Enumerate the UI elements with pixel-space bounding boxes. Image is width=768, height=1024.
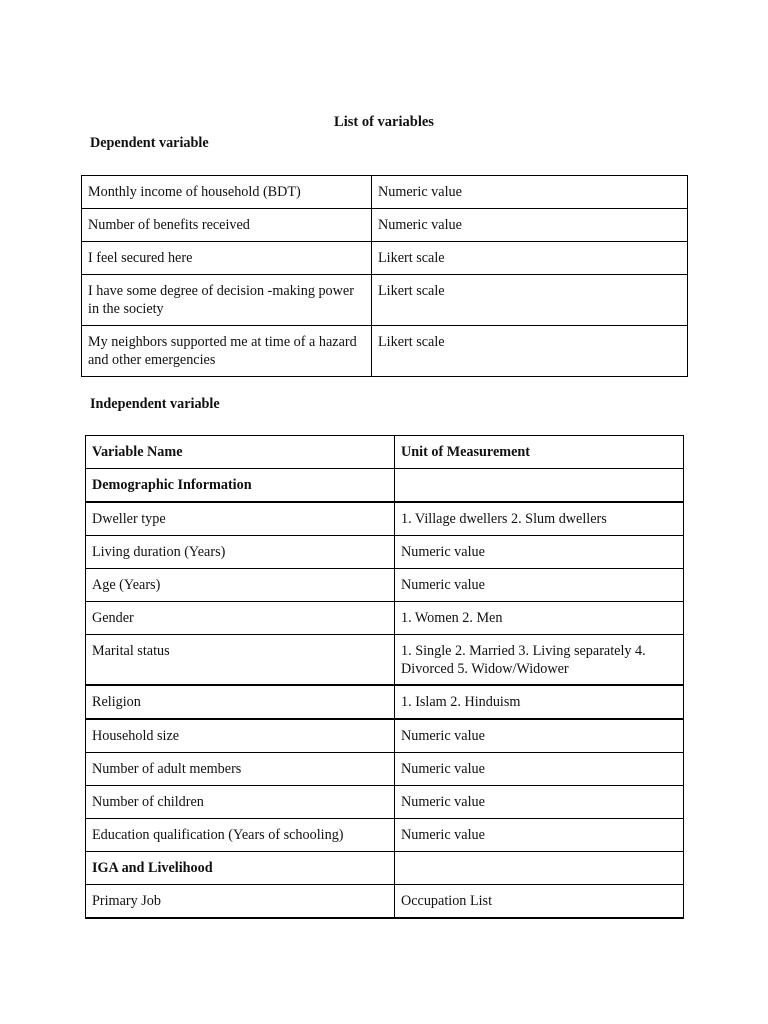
table-row	[86, 502, 684, 536]
variable-cell: Number of benefits received	[82, 209, 372, 242]
section-row-iga-and-livelihood	[86, 852, 684, 885]
table-row	[82, 242, 688, 275]
variable-cell: Gender	[86, 602, 395, 635]
variable-cell: Primary Job	[86, 885, 395, 919]
table-row	[86, 635, 684, 686]
measurement-cell: Numeric value	[395, 569, 684, 602]
variable-cell: I have some degree of decision -making power in the society	[82, 275, 372, 326]
measurement-cell: 1. Single 2. Married 3. Living separately 4. Divorced 5. Widow/Widower	[395, 635, 684, 686]
section-row-demographic-information	[86, 469, 684, 503]
measurement-cell: Numeric value	[395, 819, 684, 852]
table-row	[82, 326, 688, 377]
column-header-variable-name: Variable Name	[86, 436, 395, 469]
table-row	[82, 275, 688, 326]
measurement-cell: 1. Islam 2. Hinduism	[395, 685, 684, 719]
measurement-cell: Likert scale	[372, 242, 688, 275]
table-row	[86, 753, 684, 786]
empty-cell	[395, 469, 684, 503]
measurement-cell: Numeric value	[395, 753, 684, 786]
measurement-cell: Numeric value	[395, 786, 684, 819]
measurement-cell: Numeric value	[372, 176, 688, 209]
variable-cell: Marital status	[86, 635, 395, 686]
variable-cell: Education qualification (Years of schooling)	[86, 819, 395, 852]
table-row	[86, 569, 684, 602]
dependent-variable-heading: Dependent variable	[90, 135, 209, 151]
measurement-cell: Likert scale	[372, 326, 688, 377]
document-title: List of variables	[334, 114, 434, 130]
section-label: Demographic Information	[86, 469, 395, 503]
measurement-cell: Numeric value	[395, 536, 684, 569]
table-row	[82, 176, 688, 209]
measurement-cell: Occupation List	[395, 885, 684, 919]
variable-cell: I feel secured here	[82, 242, 372, 275]
empty-cell	[395, 852, 684, 885]
measurement-cell: 1. Village dwellers 2. Slum dwellers	[395, 502, 684, 536]
variable-cell: Monthly income of household (BDT)	[82, 176, 372, 209]
variable-cell: Number of adult members	[86, 753, 395, 786]
section-label: IGA and Livelihood	[86, 852, 395, 885]
independent-variable-table	[85, 435, 684, 919]
variable-cell: Household size	[86, 719, 395, 753]
variable-cell: Dweller type	[86, 502, 395, 536]
measurement-cell: Numeric value	[395, 719, 684, 753]
table-row	[86, 602, 684, 635]
table-header-row	[86, 436, 684, 469]
table-row	[86, 786, 684, 819]
variable-cell: Number of children	[86, 786, 395, 819]
measurement-cell: Numeric value	[372, 209, 688, 242]
variable-cell: Religion	[86, 685, 395, 719]
variable-cell: Age (Years)	[86, 569, 395, 602]
independent-variable-heading: Independent variable	[90, 396, 220, 412]
variable-cell: My neighbors supported me at time of a hazard and other emergencies	[82, 326, 372, 377]
measurement-cell: 1. Women 2. Men	[395, 602, 684, 635]
variable-cell: Living duration (Years)	[86, 536, 395, 569]
table-row	[82, 209, 688, 242]
table-row	[86, 819, 684, 852]
table-row	[86, 719, 684, 753]
table-row	[86, 885, 684, 919]
table-row	[86, 536, 684, 569]
table-row	[86, 685, 684, 719]
measurement-cell: Likert scale	[372, 275, 688, 326]
column-header-unit-of-measurement: Unit of Measurement	[395, 436, 684, 469]
dependent-variable-table	[81, 175, 688, 377]
